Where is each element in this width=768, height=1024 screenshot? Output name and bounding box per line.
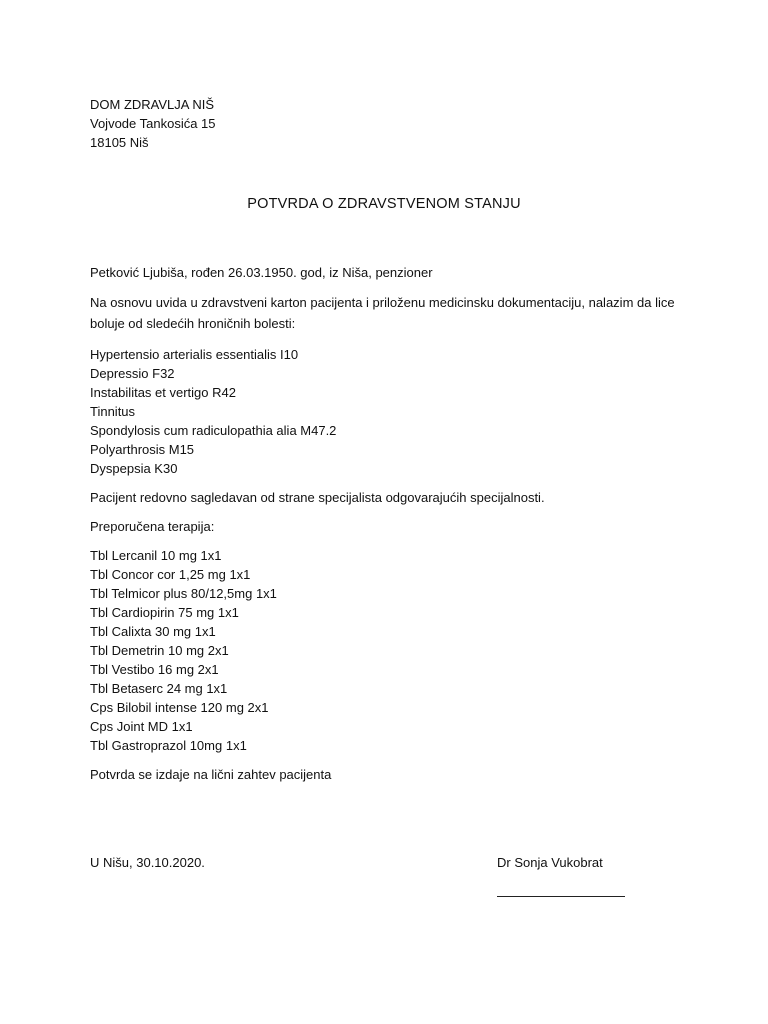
therapy-list: [90, 546, 277, 755]
issue-note: Potvrda se izdaje na lični zahtev pacijenta: [90, 767, 332, 782]
institution-city: 18105 Niš: [90, 135, 149, 150]
specialist-note: Pacijent redovno sagledavan od strane specijalista odgovarajućih specijalnosti.: [90, 490, 545, 505]
signature-line: [497, 896, 625, 897]
therapy-item: Tbl Gastroprazol 10mg 1x1: [90, 738, 247, 753]
therapy-item: Tbl Cardiopirin 75 mg 1x1: [90, 605, 239, 620]
place-date: U Nišu, 30.10.2020.: [90, 855, 205, 870]
therapy-item: Tbl Demetrin 10 mg 2x1: [90, 643, 229, 658]
therapy-heading: Preporučena terapija:: [90, 519, 215, 534]
diagnosis-item: Depressio F32: [90, 366, 175, 381]
patient-line: Petković Ljubiša, rođen 26.03.1950. god, iz Niša, penzioner: [90, 265, 433, 280]
diagnosis-item: Tinnitus: [90, 404, 136, 419]
therapy-item: Tbl Betaserc 24 mg 1x1: [90, 681, 228, 696]
therapy-item: Tbl Concor cor 1,25 mg 1x1: [90, 567, 251, 582]
therapy-item: Cps Bilobil intense 120 mg 2x1: [90, 700, 269, 715]
therapy-item: Tbl Calixta 30 mg 1x1: [90, 624, 216, 639]
institution-name: DOM ZDRAVLJA NIŠ: [90, 97, 215, 112]
diagnosis-item: Dyspepsia K30: [90, 461, 178, 476]
diagnosis-item: Polyarthrosis M15: [90, 442, 195, 457]
therapy-item: Tbl Telmicor plus 80/12,5mg 1x1: [90, 586, 277, 601]
intro-paragraph: Na osnovu uvida u zdravstveni karton pacijenta i priloženu medicinsku dokumentaciju, nalazim da lice boluje od sledećih hroničnih bolesti:: [90, 295, 675, 331]
document-title: POTVRDA O ZDRAVSTVENOM STANJU: [247, 196, 521, 212]
therapy-item: Cps Joint MD 1x1: [90, 719, 193, 734]
therapy-item: Tbl Vestibo 16 mg 2x1: [90, 662, 219, 677]
therapy-item: Tbl Lercanil 10 mg 1x1: [90, 548, 222, 563]
doctor-name: Dr Sonja Vukobrat: [497, 855, 603, 870]
institution-street: Vojvode Tankosića 15: [90, 116, 216, 131]
diagnosis-list: [90, 345, 336, 478]
diagnosis-item: Instabilitas et vertigo R42: [90, 385, 236, 400]
diagnosis-item: Spondylosis cum radiculopathia alia M47.2: [90, 423, 337, 438]
diagnosis-item: Hypertensio arterialis essentialis I10: [90, 347, 299, 362]
